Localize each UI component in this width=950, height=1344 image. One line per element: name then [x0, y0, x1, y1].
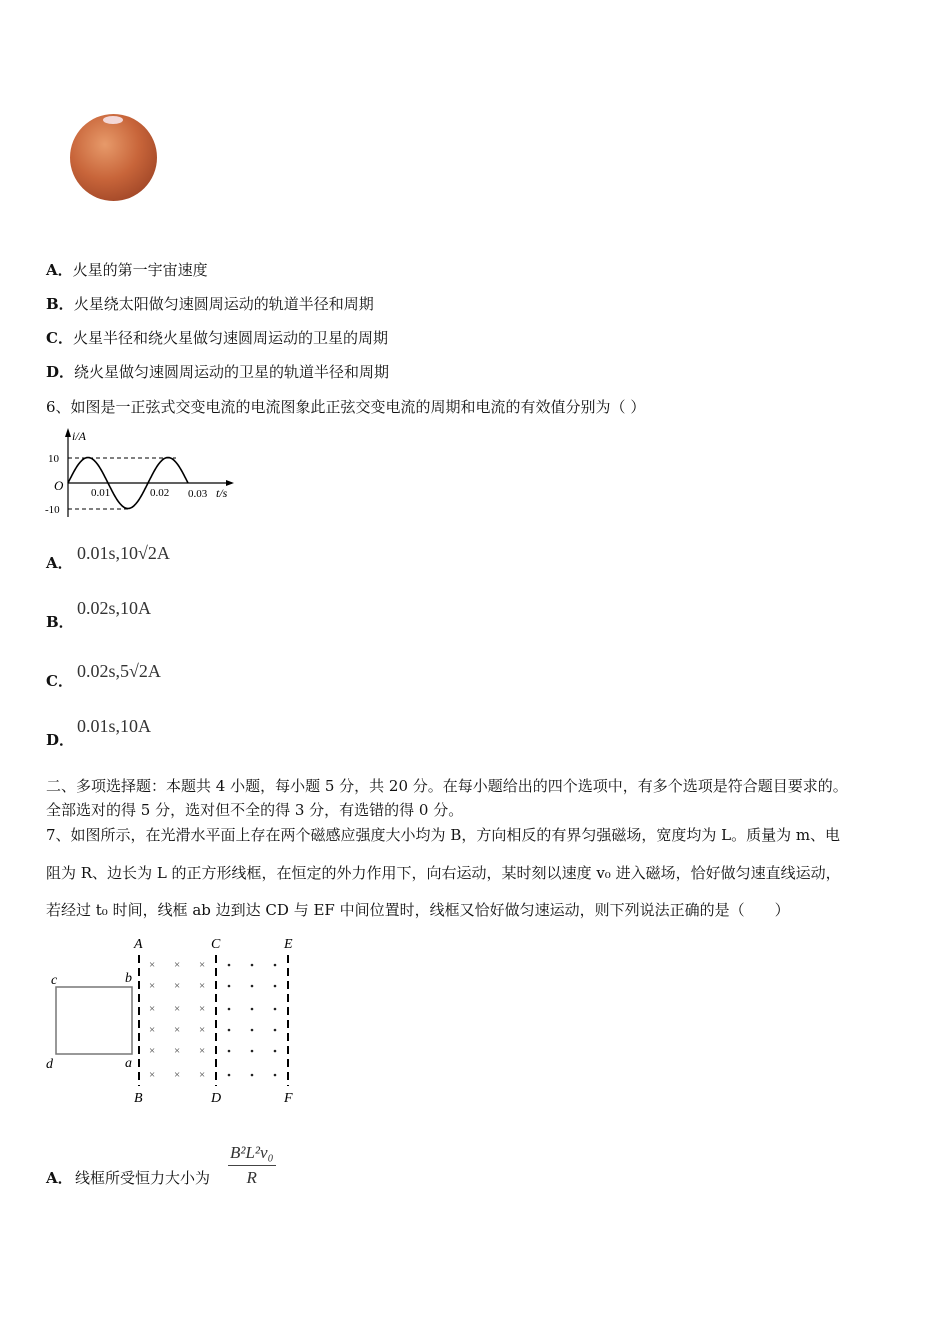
field-out-of-page-dot: [274, 964, 277, 967]
field-markers: [149, 959, 276, 1081]
label-c: c: [51, 973, 58, 988]
q5-option-a: A．火星的第一宇宙速度: [46, 261, 208, 279]
section2-line2: 全部选对的得 5 分，选对但不全的得 3 分，有选错的得 0 分。: [46, 801, 464, 819]
field-into-page-cross: ×: [199, 1045, 206, 1057]
q6-option-d-label: D．: [46, 731, 75, 749]
field-into-page-cross: ×: [199, 980, 206, 992]
q6-option-a-label: A．: [46, 554, 73, 572]
field-into-page-cross: ×: [174, 959, 181, 971]
q5-option-c: C．火星半径和绕火星做匀速圆周运动的卫星的周期: [46, 329, 388, 347]
field-into-page-cross: ×: [199, 1069, 206, 1081]
xtick-0.01: 0.01: [91, 487, 111, 499]
label-b: b: [125, 971, 132, 986]
field-out-of-page-dot: [228, 1074, 231, 1077]
field-into-page-cross: ×: [149, 1045, 156, 1057]
q7-option-a-text: 线框所受恒力大小为: [75, 1169, 211, 1187]
label-a: a: [125, 1056, 132, 1071]
label-B: B: [134, 1091, 143, 1106]
field-into-page-cross: ×: [174, 1069, 181, 1081]
field-out-of-page-dot: [251, 964, 254, 967]
label-C: C: [211, 937, 221, 952]
field-out-of-page-dot: [274, 1029, 277, 1032]
field-into-page-cross: ×: [174, 1024, 181, 1036]
field-out-of-page-dot: [251, 985, 254, 988]
field-out-of-page-dot: [274, 1008, 277, 1011]
field-out-of-page-dot: [251, 1074, 254, 1077]
ytick-10: 10: [48, 453, 59, 465]
field-out-of-page-dot: [274, 1074, 277, 1077]
q6-option-d-text: 0.01s,10A: [77, 716, 152, 736]
x-axis-label: t/s: [216, 486, 228, 500]
field-out-of-page-dot: [274, 1050, 277, 1053]
field-out-of-page-dot: [251, 1050, 254, 1053]
square-wire-frame: [56, 987, 132, 1054]
field-into-page-cross: ×: [174, 1045, 181, 1057]
q7-option-a-label: A．: [46, 1169, 73, 1187]
section2-line1: 二、多项选择题：本题共 4 小题，每小题 5 分，共 20 分。在每小题给出的四个选项中，有多个选项是符合题目要求的。: [46, 777, 848, 795]
field-into-page-cross: ×: [149, 959, 156, 971]
xtick-0.03: 0.03: [188, 488, 208, 500]
field-into-page-cross: ×: [174, 980, 181, 992]
field-into-page-cross: ×: [199, 1024, 206, 1036]
q6-option-c-text: 0.02s,5√2A: [77, 661, 161, 681]
label-F: F: [284, 1091, 293, 1106]
q6-option-a-text: 0.01s,10√2A: [77, 543, 170, 563]
fraction-denominator: R: [246, 1168, 257, 1187]
origin-label: O: [54, 478, 64, 493]
q6-option-b-label: B．: [46, 613, 74, 631]
field-out-of-page-dot: [251, 1008, 254, 1011]
q7-line1: 7、如图所示，在光滑水平面上存在两个磁感应强度大小均为 B，方向相反的有界匀强磁场，宽度均为 L。质量为 m、电: [46, 826, 841, 844]
field-into-page-cross: ×: [149, 980, 156, 992]
field-out-of-page-dot: [228, 985, 231, 988]
field-into-page-cross: ×: [199, 959, 206, 971]
label-d: d: [46, 1057, 53, 1072]
field-out-of-page-dot: [251, 1029, 254, 1032]
ytick-neg10: -10: [45, 504, 60, 516]
q5-option-d: D．绕火星做匀速圆周运动的卫星的轨道半径和周期: [46, 363, 390, 381]
label-E: E: [284, 937, 293, 952]
field-out-of-page-dot: [228, 1050, 231, 1053]
xtick-0.02: 0.02: [150, 487, 170, 499]
field-out-of-page-dot: [228, 964, 231, 967]
q6-option-b-text: 0.02s,10A: [77, 598, 152, 618]
field-into-page-cross: ×: [149, 1069, 156, 1081]
field-into-page-cross: ×: [149, 1003, 156, 1015]
q6-stem: 6、如图是一正弦式交变电流的电流图象此正弦交变电流的周期和电流的有效值分别为（ ）: [46, 398, 646, 416]
field-into-page-cross: ×: [199, 1003, 206, 1015]
label-A: A: [134, 937, 143, 952]
field-out-of-page-dot: [274, 985, 277, 988]
q7-option-a-fraction: [228, 1143, 276, 1188]
label-D: D: [211, 1091, 222, 1106]
field-out-of-page-dot: [228, 1029, 231, 1032]
q7-line3: 若经过 t₀ 时间，线框 ab 边到达 CD 与 EF 中间位置时，线框又恰好做匀速运动，则下列说法正确的是（ ）: [46, 901, 790, 919]
field-into-page-cross: ×: [174, 1003, 181, 1015]
fraction-numerator: B²L²v₀: [228, 1143, 276, 1166]
field-out-of-page-dot: [228, 1008, 231, 1011]
field-into-page-cross: ×: [149, 1024, 156, 1036]
y-axis-label: i/A: [72, 429, 86, 443]
q7-line2: 阻为 R、边长为 L 的正方形线框，在恒定的外力作用下，向右运动，某时刻以速度 v₀ 进入磁场，恰好做匀速直线运动，: [46, 864, 841, 882]
q5-option-b: B．火星绕太阳做匀速圆周运动的轨道半径和周期: [46, 295, 374, 313]
q6-option-c-label: C．: [46, 672, 73, 690]
